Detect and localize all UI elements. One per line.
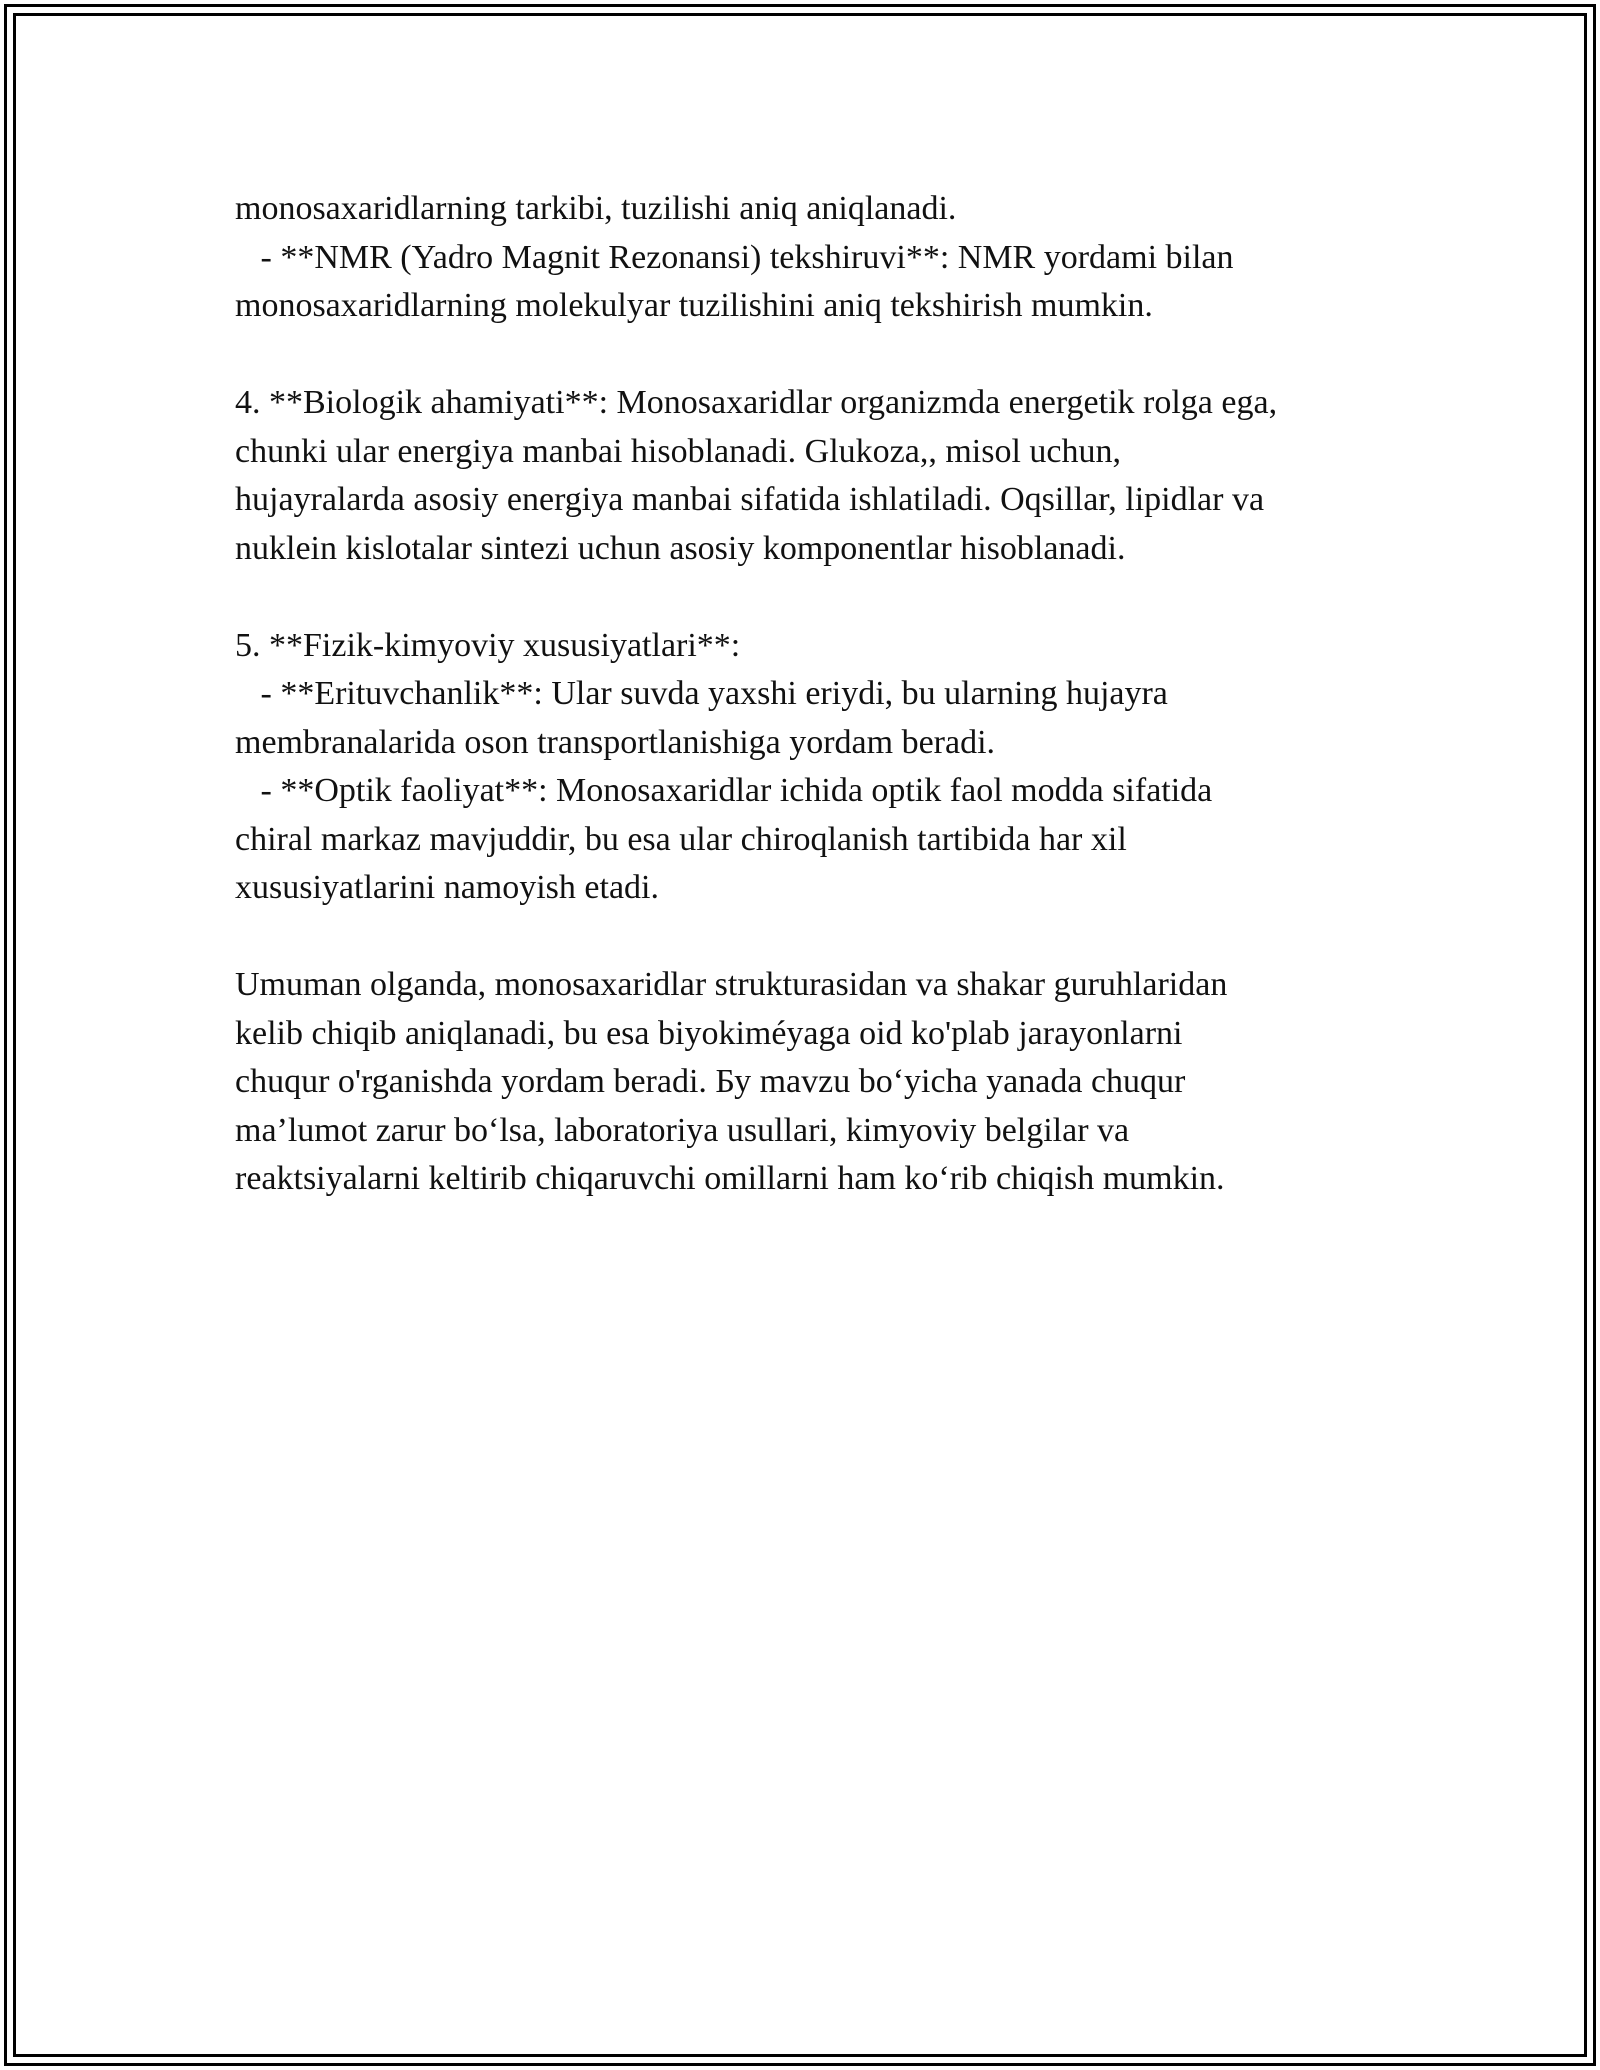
document-body bbox=[235, 185, 1385, 1204]
text-line: chunki ular energiya manbai hisoblanadi. Glukoza,, misol uchun, bbox=[235, 432, 1121, 470]
text-line: - **NMR (Yadro Magnit Rezonansi) tekshiruvi**: NMR yordami bilan bbox=[235, 238, 1234, 276]
text-line: membranalarida oson transportlanishiga yordam beradi. bbox=[235, 723, 996, 761]
text-line: kelib chiqib aniqlanadi, bu esa biyokiméyaga oid ko'plab jarayonlarni bbox=[235, 1014, 1183, 1052]
text-line: nuklein kislotalar sintezi uchun asosiy komponentlar hisoblanadi. bbox=[235, 529, 1126, 567]
text-line: chuqur o'rganishda yordam beradi. Бу mavzu bo‘yicha yanada chuqur bbox=[235, 1063, 1186, 1100]
paragraph-gap bbox=[235, 331, 1385, 380]
text-line: monosaxaridlarning tarkibi, tuzilishi aniq aniqlanadi. bbox=[235, 190, 957, 227]
paragraph-gap bbox=[235, 573, 1385, 622]
text-line: ma’lumot zarur bo‘lsa, laboratoriya usullari, kimyoviy belgilar va bbox=[235, 1111, 1130, 1149]
text-line: Umuman olganda, monosaxaridlar strukturasidan va shakar guruhlaridan bbox=[235, 966, 1228, 1003]
text-line: chiral markaz mavjuddir, bu esa ular chiroqlanish tartibida har xil bbox=[235, 820, 1127, 858]
text-line: - **Erituvchanlik**: Ular suvda yaxshi eriydi, bu ularning hujayra bbox=[235, 675, 1168, 712]
text-line: xususiyatlarini namoyish etadi. bbox=[235, 869, 659, 906]
text-line: 4. **Biologik ahamiyati**: Monosaxaridlar organizmda energetik rolga ega, bbox=[235, 384, 1278, 421]
text-line: monosaxaridlarning molekulyar tuzilishini aniq tekshirish mumkin. bbox=[235, 287, 1153, 324]
text-line: 5. **Fizik-kimyoviy xususiyatlari**: bbox=[235, 626, 741, 664]
text-line: - **Optik faoliyat**: Monosaxaridlar ichida optik faol modda sifatida bbox=[235, 772, 1213, 809]
text-line: reaktsiyalarni keltirib chiqaruvchi omillarni ham ko‘rib chiqish mumkin. bbox=[235, 1160, 1225, 1197]
paragraph-gap bbox=[235, 913, 1385, 962]
text-line: hujayralarda asosiy energiya manbai sifatida ishlatiladi. Oqsillar, lipidlar va bbox=[235, 481, 1265, 518]
